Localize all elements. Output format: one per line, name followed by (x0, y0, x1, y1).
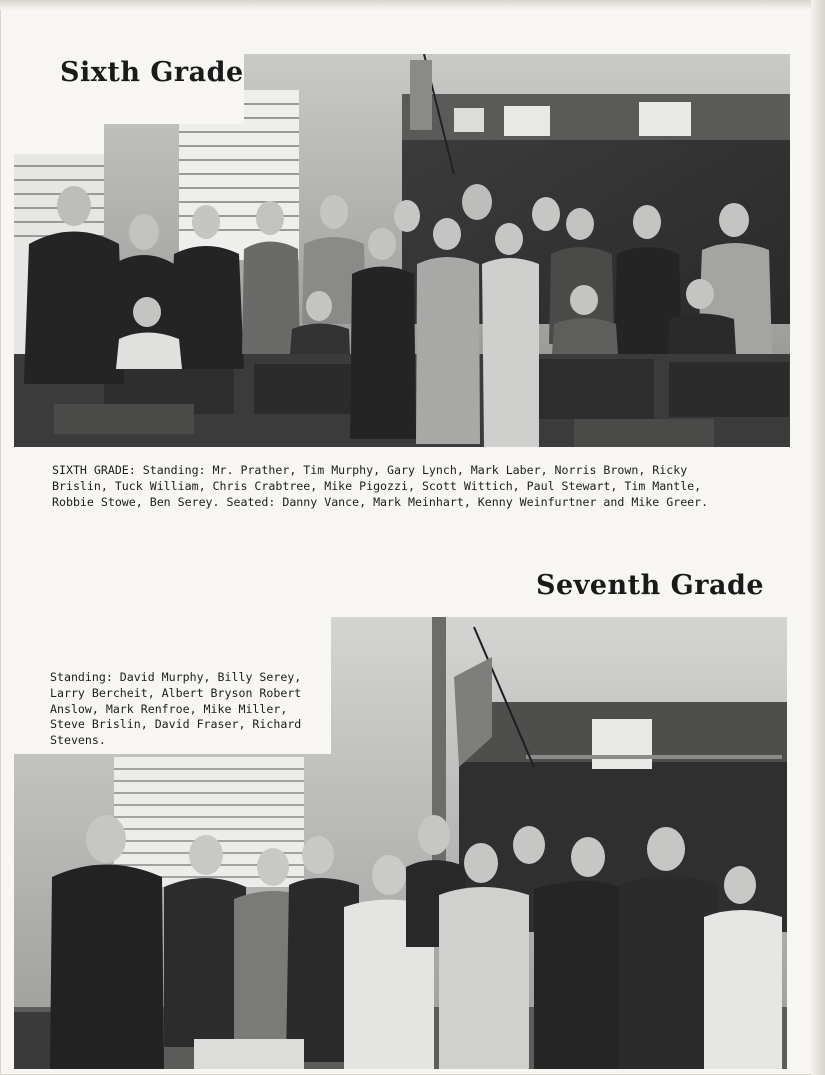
seventh-grade-caption: Standing: David Murphy, Billy Serey, Larry Bercheit, Albert Bryson Robert Anslow, Mark Renfroe, Mike Miller, Steve Brislin, David Fraser, Richard Stevens. (50, 670, 302, 748)
page-top-edge (0, 0, 825, 10)
page-right-edge (811, 0, 825, 1075)
sixth-grade-title: Sixth Grade (60, 57, 244, 88)
seventh-grade-title: Seventh Grade (536, 570, 765, 601)
sixth-grade-caption: SIXTH GRADE: Standing: Mr. Prather, Tim Murphy, Gary Lynch, Mark Laber, Norris Brown, Ricky Brislin, Tuck William, Chris Crabtree, Mike Pigozzi, Scott Wittich, Paul Stewart, Tim Mantle, Robbie Stowe, Ben Serey. Seated: Danny Vance, Mark Meinhart, Kenny Weinfurtner and Mike Greer. (52, 463, 709, 509)
